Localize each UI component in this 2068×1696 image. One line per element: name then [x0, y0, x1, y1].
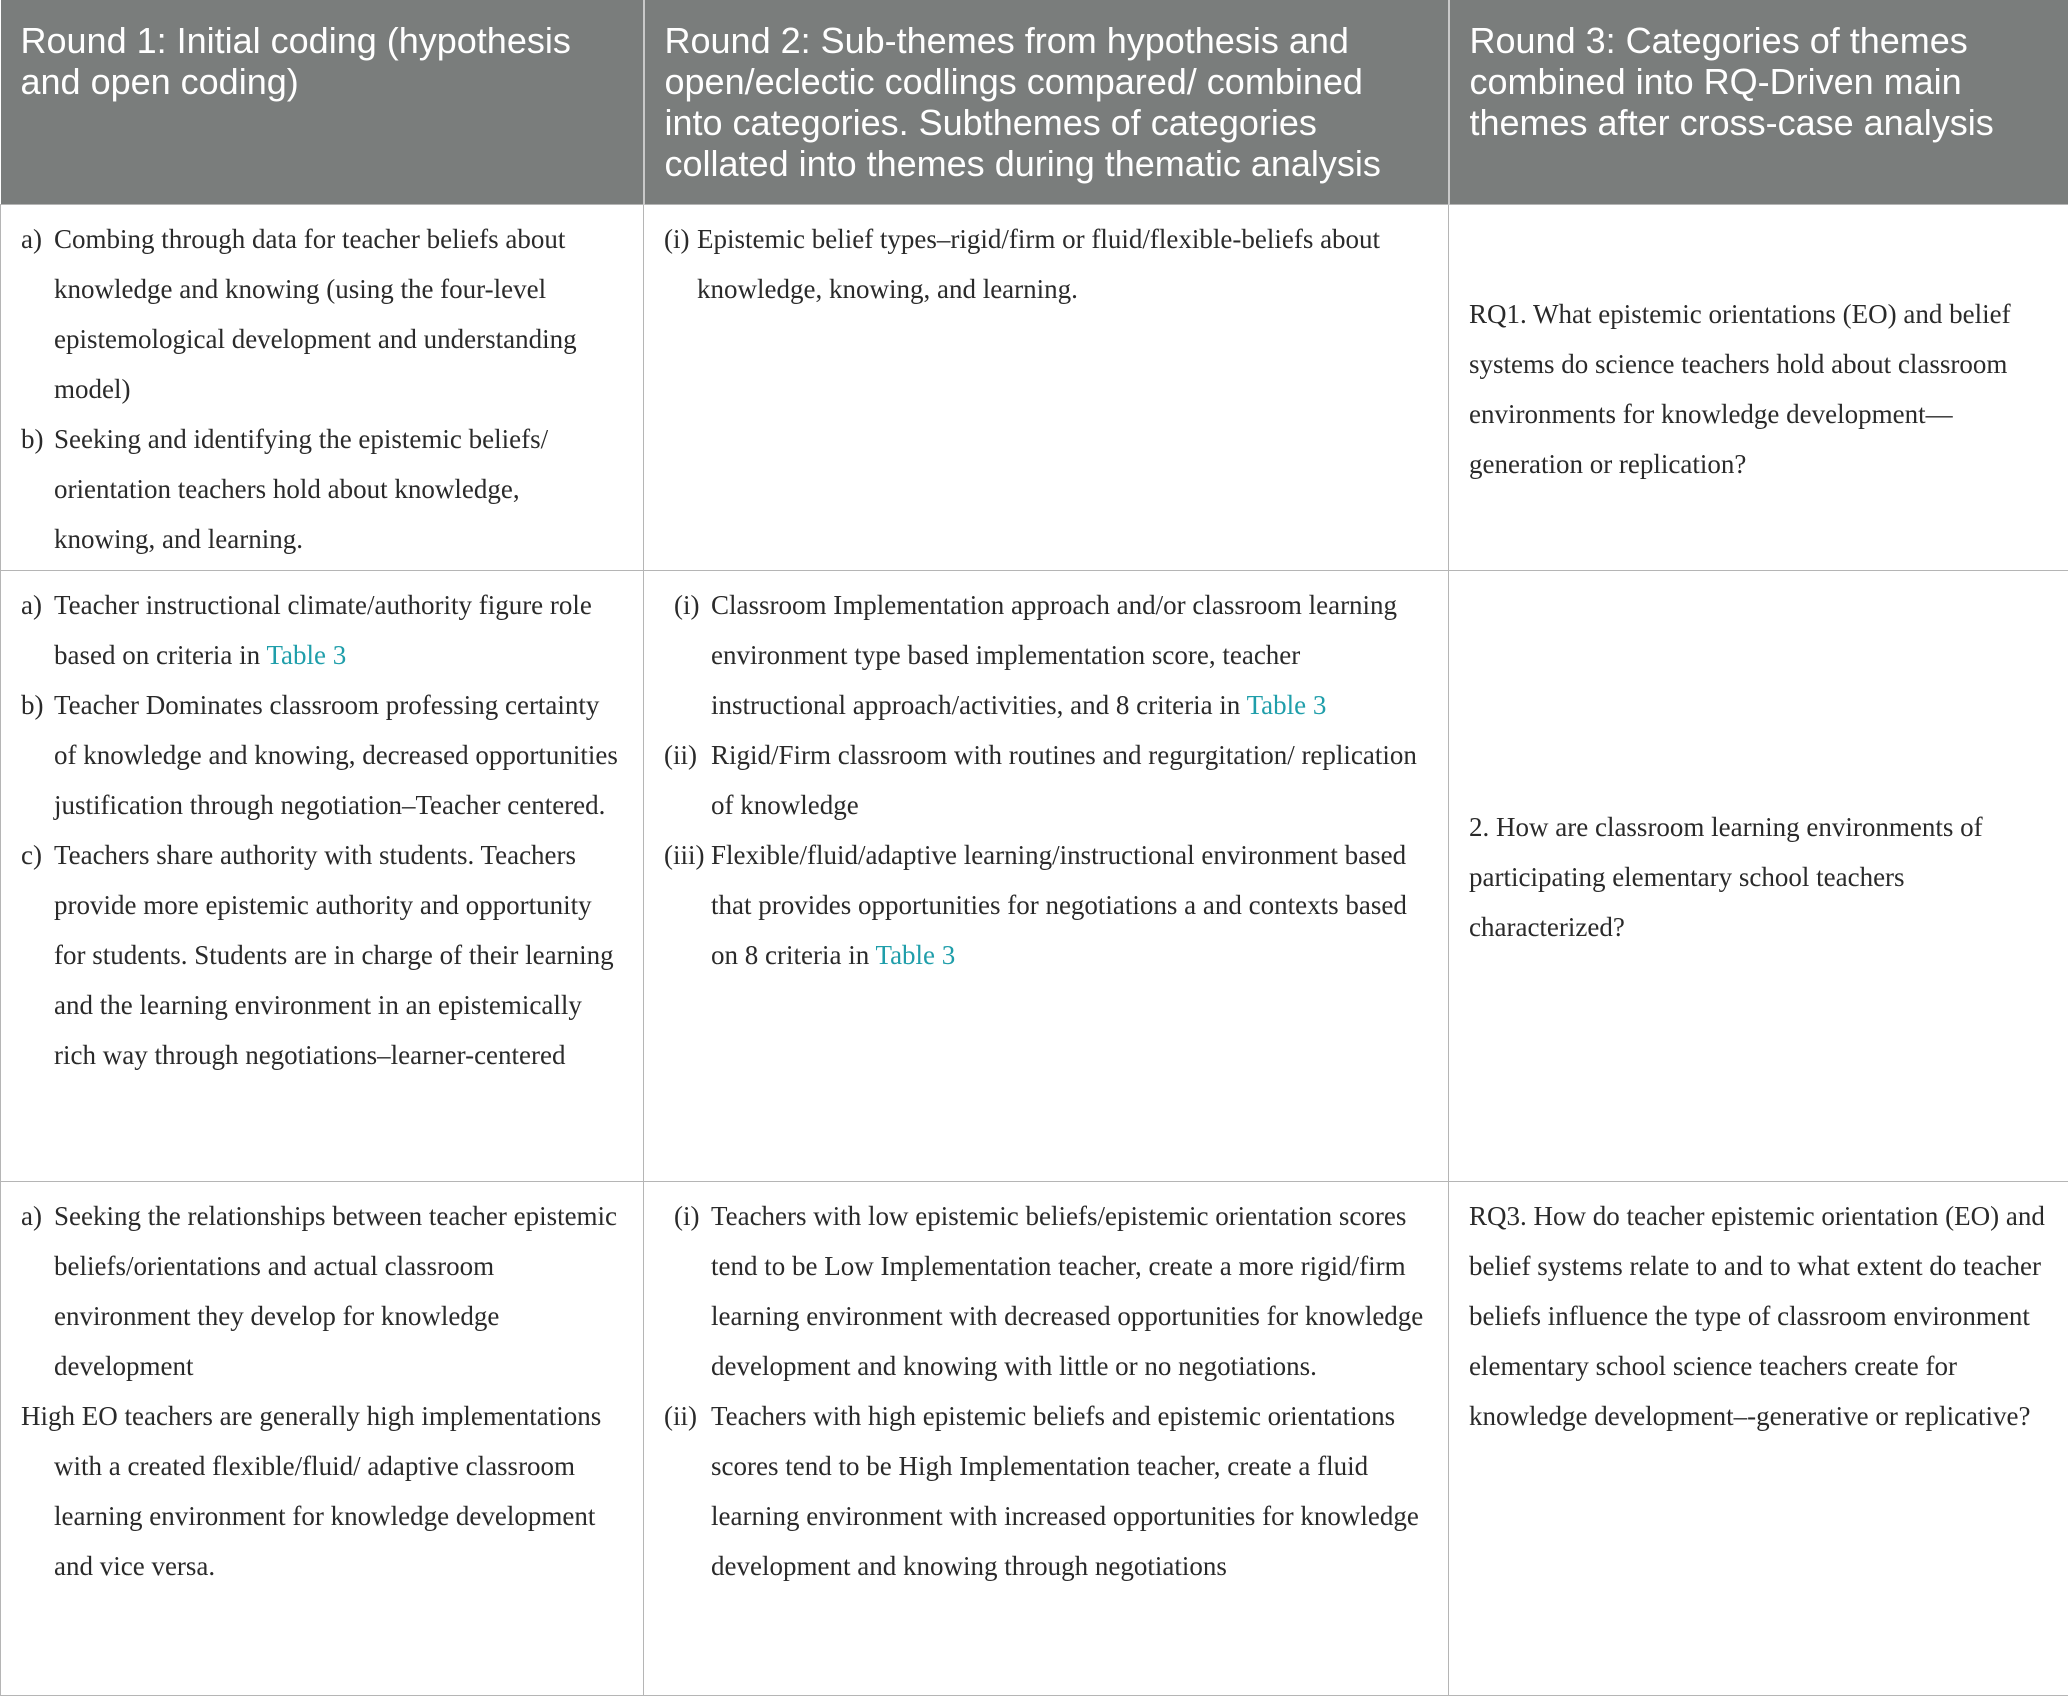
item-text: Flexible/fluid/adaptive learning/instructional environment based that provides opportunities for negotiations a and contexts based on 8 criteria in	[711, 840, 1407, 970]
list-item	[21, 830, 625, 1080]
item-text: Teachers with low epistemic beliefs/epistemic orientation scores tend to be Low Implementation teacher, create a more rigid/firm learning environment with decreased opportunities for knowledge development and knowing with little or no negotiations.	[711, 1201, 1423, 1381]
round-2-cell	[644, 204, 1449, 570]
item-text: Seeking the relationships between teacher epistemic beliefs/orientations and actual classroom environment they develop for knowledge development	[54, 1201, 617, 1381]
table-row	[1, 570, 2068, 1181]
list-item	[664, 730, 1430, 830]
table-3-link[interactable]: Table 3	[875, 940, 955, 970]
list-item	[664, 580, 1430, 730]
item-label: (ii)	[664, 730, 697, 780]
research-question: 2. How are classroom learning environments of participating elementary school teachers characterized?	[1469, 812, 1983, 942]
round-3-cell	[1449, 204, 2068, 570]
research-question: RQ1. What epistemic orientations (EO) and belief systems do science teachers hold about classroom environments for knowledge development—generation or replication?	[1469, 299, 2011, 479]
item-label: a)	[21, 1191, 42, 1241]
list-item	[664, 830, 1430, 980]
item-text: Seeking and identifying the epistemic beliefs/ orientation teachers hold about knowledge, knowing, and learning.	[54, 424, 548, 554]
table-3-link[interactable]: Table 3	[1247, 690, 1327, 720]
list-item-unlabeled: High EO teachers are generally high implementations with a created flexible/fluid/ adaptive classroom learning environment for knowledge development and vice versa.	[21, 1391, 625, 1591]
header-round-1: Round 1: Initial coding (hypothesis and open coding)	[1, 0, 644, 204]
item-label: b)	[21, 414, 44, 464]
item-label: (ii)	[664, 1391, 697, 1441]
item-label: c)	[21, 830, 42, 880]
item-label: a)	[21, 580, 42, 630]
round-2-cell	[644, 1181, 1449, 1695]
item-label: b)	[21, 680, 44, 730]
item-label: (i)	[674, 580, 699, 630]
list-item	[21, 580, 625, 680]
list-item	[21, 414, 625, 564]
item-text: Combing through data for teacher beliefs about knowledge and knowing (using the four-level epistemological development and understanding model)	[54, 224, 577, 404]
list-item	[664, 214, 1430, 314]
round-3-cell	[1449, 570, 2068, 1181]
item-label: (i)	[674, 1191, 699, 1241]
item-text: Teachers share authority with students. Teachers provide more epistemic authority and opportunity for students. Students are in charge of their learning and the learning environment in an epistemically rich way through negotiations–learner-centered	[54, 840, 614, 1070]
item-text: Classroom Implementation approach and/or classroom learning environment type based implementation score, teacher instructional approach/activities, and 8 criteria in	[711, 590, 1397, 720]
list-item	[664, 1191, 1430, 1391]
list-item	[21, 680, 625, 830]
item-label: (iii)	[664, 830, 705, 880]
header-round-3: Round 3: Categories of themes combined into RQ-Driven main themes after cross-case analysis	[1449, 0, 2068, 204]
header-row	[1, 0, 2068, 204]
table-3-link[interactable]: Table 3	[266, 640, 346, 670]
round-1-cell	[1, 570, 644, 1181]
item-text: Rigid/Firm classroom with routines and regurgitation/ replication of knowledge	[711, 740, 1417, 820]
item-label: a)	[21, 214, 42, 264]
table-row	[1, 204, 2068, 570]
list-item	[21, 1191, 625, 1391]
round-3-cell	[1449, 1181, 2068, 1695]
header-round-2: Round 2: Sub-themes from hypothesis and open/eclectic codlings compared/ combined into categories. Subthemes of categories collated into themes during thematic analysis	[644, 0, 1449, 204]
round-1-cell	[1, 1181, 644, 1695]
list-item	[21, 214, 625, 414]
item-text: Teachers with high epistemic beliefs and epistemic orientations scores tend to be High Implementation teacher, create a fluid learning environment with increased opportunities for knowledge development and knowing through negotiations	[711, 1401, 1419, 1581]
item-text: Teacher instructional climate/authority figure role based on criteria in	[54, 590, 592, 670]
research-question: RQ3. How do teacher epistemic orientation (EO) and belief systems relate to and to what extent do teacher beliefs influence the type of classroom environment elementary school science teachers create for knowledge development–-generative or replicative?	[1469, 1201, 2045, 1431]
table-row	[1, 1181, 2068, 1695]
item-text: Epistemic belief types–rigid/firm or fluid/flexible-beliefs about knowledge, knowing, and learning.	[697, 224, 1380, 304]
item-text: Teacher Dominates classroom professing certainty of knowledge and knowing, decreased opportunities justification through negotiation–Teacher centered.	[54, 690, 618, 820]
item-label: (i)	[664, 214, 689, 264]
round-1-cell	[1, 204, 644, 570]
list-item	[664, 1391, 1430, 1591]
round-2-cell	[644, 570, 1449, 1181]
